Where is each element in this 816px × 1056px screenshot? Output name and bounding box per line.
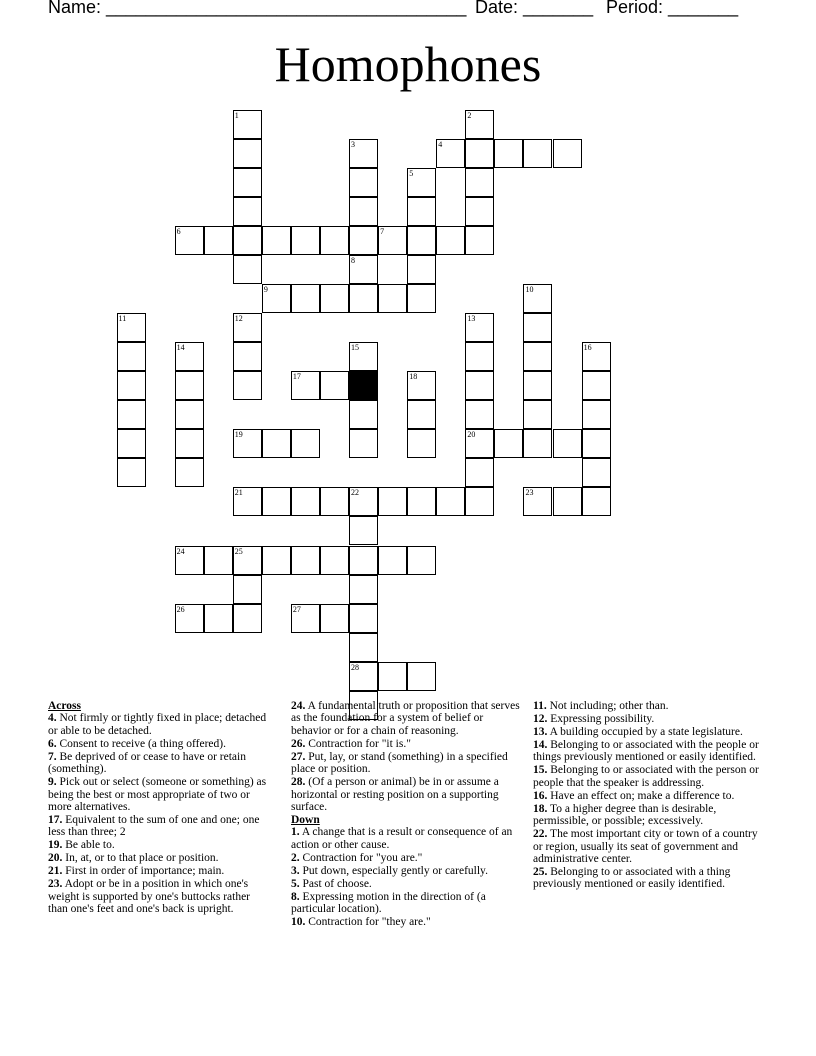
grid-cell[interactable] (407, 400, 436, 429)
clue-number: 24 (176, 546, 185, 556)
clue-item-text: Equivalent to the sum of one and one; one less than three; 2 (48, 814, 260, 839)
grid-cell[interactable] (175, 458, 204, 487)
clue-item (291, 826, 521, 851)
clue-item-text: First in order of importance; main. (62, 865, 225, 878)
clue-item-number: 18. (533, 802, 548, 815)
grid-cell[interactable] (291, 546, 320, 575)
grid-cell[interactable] (233, 110, 262, 139)
clue-item (533, 726, 763, 738)
grid-cell[interactable] (233, 139, 262, 168)
grid-cell[interactable] (465, 429, 494, 458)
grid-cell[interactable] (436, 139, 465, 168)
grid-cell[interactable] (291, 371, 320, 400)
grid-cell[interactable] (407, 429, 436, 458)
grid-cell[interactable] (582, 458, 611, 487)
clue-item-text: Put, lay, or stand (something) in a specified place or position. (291, 750, 508, 776)
grid-cell[interactable] (407, 255, 436, 284)
clue-item-number: 24. (291, 700, 306, 712)
grid-cell[interactable] (204, 604, 233, 633)
clue-item-text: Contraction for "they are." (305, 916, 431, 929)
clue-item-number: 7. (48, 750, 57, 763)
clue-number: 21 (234, 488, 243, 498)
grid-cell[interactable] (320, 226, 349, 255)
grid-cell[interactable] (349, 546, 378, 575)
grid-cell[interactable] (291, 284, 320, 313)
clue-number: 18 (409, 372, 418, 382)
grid-cell[interactable] (175, 546, 204, 575)
clue-number: 5 (409, 168, 414, 178)
clue-number: 28 (351, 662, 360, 672)
clue-number: 26 (176, 604, 185, 614)
clue-item-text: Belonging to or associated with a thing previously mentioned or easily identified. (533, 866, 731, 891)
grid-cell[interactable] (233, 313, 262, 342)
clue-item (48, 852, 268, 864)
clue-item-number: 14. (533, 739, 548, 751)
clue-section-heading: Across (48, 700, 82, 712)
grid-cell[interactable] (204, 226, 233, 255)
grid-cell[interactable] (465, 487, 494, 516)
grid-cell[interactable] (465, 197, 494, 226)
clue-item-text: Be able to. (62, 839, 115, 852)
clue-item (291, 751, 521, 776)
clue-item-text: Be deprived of or cease to have or retain (something). (48, 750, 246, 776)
clue-item (533, 828, 763, 865)
grid-cell[interactable] (291, 604, 320, 633)
grid-cell[interactable] (582, 400, 611, 429)
grid-cell[interactable] (349, 342, 378, 371)
grid-cell[interactable] (320, 546, 349, 575)
clue-item (533, 700, 763, 712)
grid-cell[interactable] (233, 197, 262, 226)
grid-cell[interactable] (378, 487, 407, 516)
grid-cell[interactable] (262, 226, 291, 255)
grid-cell[interactable] (233, 604, 262, 633)
grid-cell[interactable] (349, 168, 378, 197)
grid-cell[interactable] (349, 487, 378, 516)
clue-item-text: Not including; other than. (546, 700, 669, 712)
clue-number: 13 (467, 313, 476, 323)
grid-cell[interactable] (262, 284, 291, 313)
grid-cell[interactable] (233, 255, 262, 284)
clue-item-number: 6. (48, 737, 57, 750)
grid-cell[interactable] (523, 139, 552, 168)
grid-cell[interactable] (349, 429, 378, 458)
grid-cell[interactable] (582, 371, 611, 400)
grid-cell[interactable] (175, 429, 204, 458)
clue-number: 9 (263, 284, 268, 294)
clue-item-number: 8. (291, 890, 300, 903)
grid-cell[interactable] (320, 487, 349, 516)
clue-item-number: 1. (291, 826, 300, 839)
clue-item-number: 12. (533, 713, 548, 725)
clue-number: 2 (467, 110, 472, 120)
grid-cell[interactable] (320, 371, 349, 400)
grid-cell[interactable] (582, 487, 611, 516)
grid-cell[interactable] (582, 429, 611, 458)
clue-item-number: 19. (48, 839, 63, 852)
clue-number: 12 (234, 313, 243, 323)
clue-number: 6 (176, 226, 181, 236)
grid-cell[interactable] (465, 168, 494, 197)
grid-cell[interactable] (378, 546, 407, 575)
grid-cell[interactable] (349, 139, 378, 168)
grid-cell[interactable] (523, 284, 552, 313)
clue-item-text: Belonging to or associated with the person or people that the speaker is addressing. (533, 764, 759, 789)
grid-cell[interactable] (494, 139, 523, 168)
grid-cell[interactable] (175, 604, 204, 633)
clue-number: 19 (234, 430, 243, 440)
clue-item (48, 738, 268, 750)
clue-item-text: To a higher degree than is desirable, permissible, or possible; excessively. (533, 802, 717, 828)
clue-item (291, 852, 521, 864)
grid-cell[interactable] (233, 575, 262, 604)
grid-cell[interactable] (349, 604, 378, 633)
grid-cell[interactable] (349, 575, 378, 604)
grid-cell[interactable] (378, 226, 407, 255)
grid-cell[interactable] (465, 139, 494, 168)
grid-cell[interactable] (523, 313, 552, 342)
clue-item-number: 5. (291, 877, 300, 890)
grid-cell[interactable] (494, 429, 523, 458)
clue-item (48, 814, 268, 839)
grid-block (349, 371, 378, 400)
clue-item-text: Past of choose. (299, 877, 372, 890)
grid-cell[interactable] (233, 546, 262, 575)
grid-cell[interactable] (320, 604, 349, 633)
clue-item (533, 713, 763, 725)
clue-item-text: Expressing motion in the direction of (a particular location). (291, 890, 486, 916)
grid-cell[interactable] (117, 342, 146, 371)
clues-column-3 (533, 700, 763, 891)
grid-cell[interactable] (407, 197, 436, 226)
grid-cell[interactable] (233, 226, 262, 255)
grid-cell[interactable] (436, 226, 465, 255)
clue-item (291, 916, 521, 928)
clue-item-number: 22. (533, 828, 548, 841)
grid-cell[interactable] (320, 284, 349, 313)
clue-item-number: 13. (533, 726, 548, 738)
clue-item-number: 10. (291, 916, 306, 929)
grid-cell[interactable] (349, 662, 378, 691)
grid-cell[interactable] (523, 400, 552, 429)
grid-cell[interactable] (117, 400, 146, 429)
clue-number: 15 (351, 343, 360, 353)
grid-cell[interactable] (553, 139, 582, 168)
grid-cell[interactable] (117, 429, 146, 458)
grid-cell[interactable] (349, 516, 378, 545)
clue-number: 11 (118, 313, 127, 323)
clue-item-number: 28. (291, 776, 306, 789)
clue-item (291, 776, 521, 813)
grid-cell[interactable] (175, 226, 204, 255)
grid-cell[interactable] (291, 429, 320, 458)
grid-cell[interactable] (407, 371, 436, 400)
clue-item-number: 16. (533, 789, 548, 802)
clue-number: 27 (292, 604, 301, 614)
clue-item-number: 20. (48, 852, 63, 865)
grid-cell[interactable] (582, 342, 611, 371)
grid-cell[interactable] (407, 168, 436, 197)
clue-item-number: 15. (533, 764, 548, 777)
grid-cell[interactable] (378, 284, 407, 313)
clue-item-number: 17. (48, 814, 63, 827)
clue-item (533, 803, 763, 828)
clue-number: 10 (525, 284, 534, 294)
clue-item (48, 712, 268, 737)
grid-cell[interactable] (349, 633, 378, 662)
grid-cell[interactable] (553, 429, 582, 458)
grid-cell[interactable] (465, 400, 494, 429)
clue-item (48, 839, 268, 851)
grid-cell[interactable] (523, 487, 552, 516)
clue-number: 3 (351, 139, 356, 149)
clue-item-text: Consent to receive (a thing offered). (56, 737, 226, 750)
grid-cell[interactable] (465, 226, 494, 255)
clue-item-number: 21. (48, 865, 63, 878)
grid-cell[interactable] (233, 342, 262, 371)
clue-number: 17 (292, 372, 301, 382)
clue-item (291, 738, 521, 750)
clue-item-number: 9. (48, 776, 57, 789)
grid-cell[interactable] (349, 226, 378, 255)
grid-cell[interactable] (523, 342, 552, 371)
grid-cell[interactable] (117, 313, 146, 342)
period-field-label: Period: _______ (606, 0, 739, 17)
clue-item (48, 751, 268, 776)
clue-item (533, 764, 763, 789)
grid-cell[interactable] (465, 313, 494, 342)
clue-item-text: Contraction for "it is." (305, 737, 411, 750)
grid-cell[interactable] (291, 487, 320, 516)
grid-cell[interactable] (553, 487, 582, 516)
clue-item-number: 11. (533, 700, 547, 712)
grid-cell[interactable] (465, 110, 494, 139)
grid-cell[interactable] (175, 342, 204, 371)
clue-number: 14 (176, 343, 185, 353)
grid-cell[interactable] (233, 487, 262, 516)
grid-cell[interactable] (349, 197, 378, 226)
grid-cell[interactable] (204, 546, 233, 575)
name-field-label: Name: ____________________________________ (48, 0, 467, 17)
grid-cell[interactable] (117, 371, 146, 400)
grid-cell[interactable] (262, 429, 291, 458)
grid-cell[interactable] (407, 284, 436, 313)
clue-item-text: Have an effect on; make a difference to. (547, 789, 735, 802)
clue-item-number: 23. (48, 878, 63, 891)
clue-item-text: Belonging to or associated with the people or things previously mentioned or easily identified. (533, 739, 759, 764)
clue-item-number: 25. (533, 866, 548, 879)
clue-item (291, 891, 521, 916)
clue-item-number: 4. (48, 712, 57, 725)
grid-cell[interactable] (407, 487, 436, 516)
clue-number: 20 (467, 430, 476, 440)
clue-item (533, 739, 763, 764)
grid-cell[interactable] (465, 458, 494, 487)
clue-item (48, 865, 268, 877)
clue-item-text: Put down, especially gently or carefully. (299, 864, 488, 877)
clue-item-text: Expressing possibility. (547, 713, 655, 725)
grid-cell[interactable] (291, 226, 320, 255)
clue-item (533, 790, 763, 802)
grid-cell[interactable] (233, 371, 262, 400)
grid-cell[interactable] (175, 400, 204, 429)
clues-column-1 (48, 700, 268, 916)
clue-item-text: Adopt or be in a position in which one's weight is supported by one's buttocks rather than one's feet and one's back is upright. (48, 878, 251, 916)
grid-cell[interactable] (117, 458, 146, 487)
grid-cell[interactable] (262, 487, 291, 516)
clue-item (291, 865, 521, 877)
clue-item-number: 2. (291, 851, 300, 864)
date-field-label: Date: _______ (475, 0, 594, 17)
grid-cell[interactable] (349, 400, 378, 429)
clue-item-text: Contraction for "you are." (299, 851, 423, 864)
clue-item (48, 878, 268, 915)
grid-cell[interactable] (523, 371, 552, 400)
grid-cell[interactable] (407, 546, 436, 575)
grid-cell[interactable] (378, 662, 407, 691)
grid-cell[interactable] (175, 371, 204, 400)
clue-item (291, 700, 521, 737)
clue-item (533, 866, 763, 891)
clue-number: 22 (351, 488, 360, 498)
clue-number: 7 (380, 226, 385, 236)
clue-item-number: 3. (291, 864, 300, 877)
clue-number: 8 (351, 255, 356, 265)
grid-cell[interactable] (349, 284, 378, 313)
clue-item-text: The most important city or town of a country or region, usually its seat of government and administrative center. (533, 828, 758, 866)
clue-item-text: A change that is a result or consequence of an action or other cause. (291, 826, 513, 851)
clue-item-text: (Of a person or animal) be in or assume a horizontal or resting position on a supporting surface. (291, 776, 499, 814)
grid-cell[interactable] (523, 429, 552, 458)
clue-item-text: Not firmly or tightly fixed in place; detached or able to be detached. (48, 712, 267, 737)
clues-column-2 (291, 700, 521, 929)
grid-cell[interactable] (262, 546, 291, 575)
clue-number: 23 (525, 488, 534, 498)
clue-number: 1 (234, 110, 239, 120)
clue-item (291, 878, 521, 890)
clue-item-text: In, at, or to that place or position. (62, 852, 219, 865)
grid-cell[interactable] (407, 662, 436, 691)
grid-cell[interactable] (233, 429, 262, 458)
clue-number: 25 (234, 546, 243, 556)
page-title: Homophones (274, 36, 542, 92)
grid-cell[interactable] (349, 255, 378, 284)
clue-item-text: A fundamental truth or proposition that serves as the foundation for a system of belief or behavior or for a chain of reasoning. (291, 700, 520, 737)
grid-cell[interactable] (407, 226, 436, 255)
grid-cell[interactable] (465, 342, 494, 371)
clue-item-text: A building occupied by a state legislature. (547, 726, 743, 738)
clue-number: 16 (583, 343, 592, 353)
clue-section-heading: Down (291, 814, 320, 827)
grid-cell[interactable] (233, 168, 262, 197)
clue-item-number: 26. (291, 737, 306, 750)
clue-item-text: Pick out or select (someone or something) as being the best or most appropriate of two or more alternatives. (48, 776, 267, 814)
grid-cell[interactable] (465, 371, 494, 400)
clue-item-number: 27. (291, 750, 306, 763)
grid-cell[interactable] (436, 487, 465, 516)
clue-number: 4 (438, 139, 443, 149)
clue-item (48, 776, 268, 813)
